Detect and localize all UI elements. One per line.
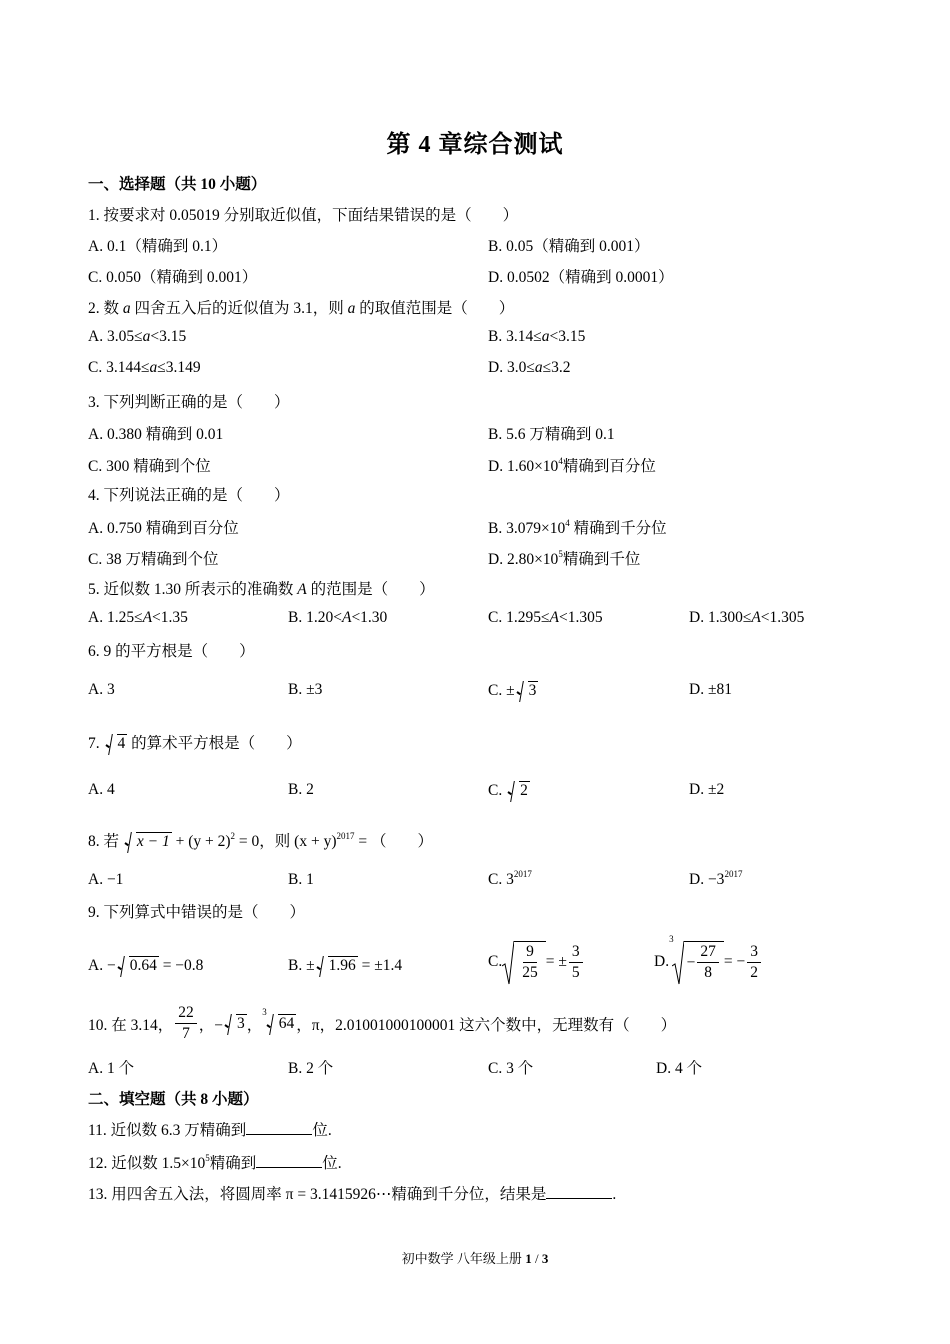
question-2-option-c: C. 3.144≤a≤3.149 — [88, 359, 201, 376]
question-2-option-a: A. 3.05≤a<3.15 — [88, 328, 187, 345]
radical-sign: 3 — [225, 1014, 247, 1033]
question-4-option-d: D. $2.80\times 10^5$精确到千位 — [488, 549, 641, 568]
question-3-option-b: B. 5.6 万精确到 0.1 — [488, 426, 615, 443]
question-1-option-c: C. 0.050（精确到 0.001） — [88, 269, 258, 286]
question-8-option-c: C. $3^{2017}$ — [488, 869, 532, 888]
radical-sign: 2 — [508, 781, 530, 800]
question-7-option-a: A. 4 — [88, 781, 115, 798]
question-11: 11. 近似数 6.3 万精确到 位. — [88, 1122, 332, 1139]
question-4-stem: 4. 下列说法正确的是（ ） — [88, 487, 290, 504]
question-12: 12. 近似数 $1.5\times 10^5$精确到 位. — [88, 1153, 342, 1172]
question-10-option-d: D. 4 个 — [656, 1060, 703, 1077]
question-7-option-b: B. 2 — [288, 781, 314, 798]
question-9-option-c: C. $\frac{9}{25}$ = ± $\frac{3}{5}$ — [488, 940, 585, 984]
answer-blank[interactable] — [256, 1153, 322, 1168]
question-6-option-b: B. ±3 — [288, 681, 323, 698]
question-8-option-b: B. 1 — [288, 871, 314, 888]
cube-root-sign: − $\frac{27}{8}$ — [672, 940, 724, 984]
question-5-option-d: D. 1.300≤A<1.305 — [689, 609, 805, 626]
question-6-option-d: D. ±81 — [689, 681, 732, 698]
question-6-stem: 6. 9 的平方根是（ ） — [88, 643, 255, 660]
radical-sign: 1.96 — [317, 956, 358, 975]
question-4-option-c: C. 38 万精确到个位 — [88, 551, 219, 568]
question-8-stem: 8. 若 $x - 1 + (y + 2)^2 = 0$，则 $(x + y)^{2017}$ = （ ） — [88, 831, 433, 850]
question-9-option-b: B. ± 1.96 = ±1.4 — [288, 957, 403, 974]
question-10-option-c: C. 3 个 — [488, 1060, 534, 1077]
question-4-option-a: A. 0.750 精确到百分位 — [88, 520, 239, 537]
radical-sign: $\frac{9}{25}$ — [502, 940, 546, 984]
page-title: 第 4 章综合测试 — [386, 132, 564, 158]
question-6-option-a: A. 3 — [88, 681, 115, 698]
cube-root-sign: 64 — [267, 1014, 297, 1033]
question-3-stem: 3. 下列判断正确的是（ ） — [88, 394, 290, 411]
question-5-stem: 5. 近似数 1.30 所表示的准确数 A 的范围是（ ） — [88, 581, 435, 598]
answer-blank[interactable] — [546, 1184, 612, 1199]
page-footer: 初中数学 八年级上册 1 / 3 — [401, 1251, 549, 1266]
question-9-option-a: A. − 0.64 = −0.8 — [88, 957, 204, 974]
radical-sign: 0.64 — [118, 956, 159, 975]
question-1-option-a: A. 0.1（精确到 0.1） — [88, 238, 228, 255]
question-13: 13. 用四舍五入法，将圆周率 π = 3.1415926⋯精确到千分位，结果是 . — [88, 1186, 617, 1203]
question-10-option-a: A. 1 个 — [88, 1060, 135, 1077]
question-10-option-b: B. 2 个 — [288, 1060, 334, 1077]
section-heading-fill-in: 二、填空题（共 8 小题） — [88, 1091, 259, 1108]
question-1-option-d: D. 0.0502（精确到 0.0001） — [488, 269, 674, 286]
radical-sign: x − 1 — [125, 832, 172, 851]
question-9-option-d: D. 3 − $\frac{27}{8}$ = − $\frac{3}{2}$ — [654, 940, 763, 984]
question-7-stem: 7. 4 的算术平方根是（ ） — [88, 735, 302, 752]
question-1-option-b: B. 0.05（精确到 0.001） — [488, 238, 650, 255]
question-7-option-c: C. 2 — [488, 782, 528, 799]
question-1-stem: 1. 按要求对 0.05019 分别取近似值，下面结果错误的是（ ） — [88, 207, 519, 224]
question-5-option-a: A. 1.25≤A<1.35 — [88, 609, 188, 626]
radical-sign: 3 — [517, 681, 539, 700]
question-6-option-c: C. ± 3 — [488, 682, 537, 699]
section-heading-choice: 一、选择题（共 10 小题） — [88, 176, 267, 193]
question-3-option-d: D. $1.60\times 10^4$精确到百分位 — [488, 456, 656, 475]
question-4-option-b: B. $3.079\times 10^4$ 精确到千分位 — [488, 518, 667, 537]
question-3-option-c: C. 300 精确到个位 — [88, 458, 211, 475]
question-3-option-a: A. 0.380 精确到 0.01 — [88, 426, 224, 443]
question-9-stem: 9. 下列算式中错误的是（ ） — [88, 904, 306, 921]
question-2-option-d: D. 3.0≤a≤3.2 — [488, 359, 571, 376]
question-7-option-d: D. ±2 — [689, 781, 725, 798]
radical-sign: 4 — [106, 734, 128, 753]
question-2-stem: 2. 数 a 四舍五入后的近似值为 3.1，则 a 的取值范围是（ ） — [88, 300, 515, 317]
question-5-option-b: B. 1.20<A<1.30 — [288, 609, 388, 626]
question-10-stem: 10. 在 3.14， $\frac{22}{7}$ ，− 3 ， 3 64 ，π，2.01001000100001 这六个数中，无理数有（ ） — [88, 1004, 677, 1042]
fraction: $\frac{22}{7}$ — [175, 1003, 197, 1044]
question-8-option-a: A. −1 — [88, 871, 124, 888]
answer-blank[interactable] — [246, 1120, 312, 1135]
question-5-option-c: C. 1.295≤A<1.305 — [488, 609, 603, 626]
question-8-option-d: D. $-3^{2017}$ — [689, 869, 743, 888]
question-2-option-b: B. 3.14≤a<3.15 — [488, 328, 586, 345]
